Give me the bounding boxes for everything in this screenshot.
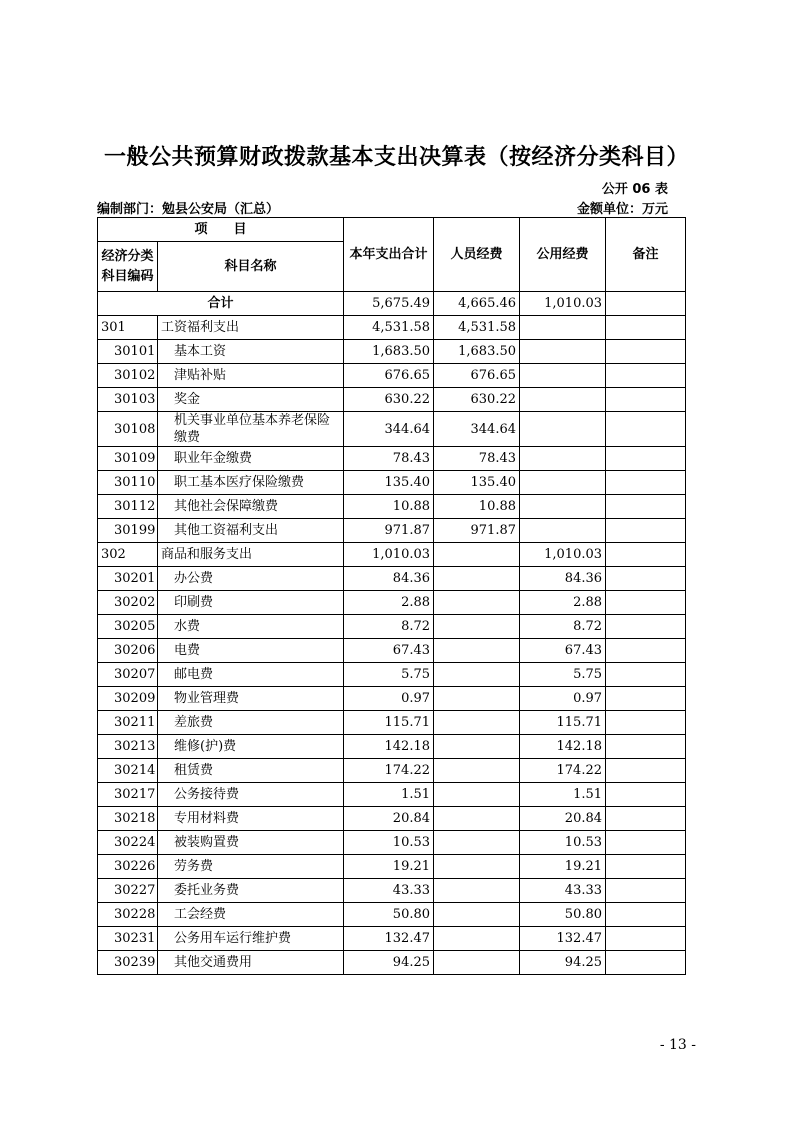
cell-remark: [606, 951, 686, 975]
cell-total: 1,010.03: [344, 543, 434, 567]
cell-personnel: 10.88: [434, 495, 520, 519]
cell-public: [520, 519, 606, 543]
cell-code: 30102: [98, 364, 158, 388]
cell-name: 基本工资: [158, 340, 344, 364]
cell-personnel: 971.87: [434, 519, 520, 543]
cell-remark: [606, 567, 686, 591]
cell-code: 30231: [98, 927, 158, 951]
total-public: 1,010.03: [520, 292, 606, 316]
cell-remark: [606, 903, 686, 927]
cell-total: 20.84: [344, 807, 434, 831]
form-number: 公开 06 表: [601, 182, 668, 197]
cell-total: 676.65: [344, 364, 434, 388]
table-row: [98, 639, 686, 663]
cell-public: 142.18: [520, 735, 606, 759]
cell-code: 301: [98, 316, 158, 340]
cell-remark: [606, 543, 686, 567]
cell-code: 30207: [98, 663, 158, 687]
page-number: - 13 -: [659, 1037, 696, 1053]
cell-remark: [606, 711, 686, 735]
cell-remark: [606, 615, 686, 639]
cell-remark: [606, 927, 686, 951]
cell-public: 5.75: [520, 663, 606, 687]
cell-name: 工资福利支出: [158, 316, 344, 340]
table-row: [98, 855, 686, 879]
cell-total: 971.87: [344, 519, 434, 543]
cell-total: 344.64: [344, 412, 434, 447]
cell-personnel: [434, 783, 520, 807]
cell-remark: [606, 759, 686, 783]
cell-total: 78.43: [344, 447, 434, 471]
header-code: 经济分类科目编码: [98, 242, 158, 292]
cell-remark: [606, 495, 686, 519]
cell-personnel: [434, 903, 520, 927]
cell-name: 其他交通费用: [158, 951, 344, 975]
table-row: [98, 543, 686, 567]
cell-total: 4,531.58: [344, 316, 434, 340]
cell-personnel: 630.22: [434, 388, 520, 412]
cell-total: 10.88: [344, 495, 434, 519]
cell-remark: [606, 879, 686, 903]
cell-personnel: [434, 567, 520, 591]
cell-personnel: [434, 831, 520, 855]
cell-public: 67.43: [520, 639, 606, 663]
cell-personnel: [434, 951, 520, 975]
cell-code: 30227: [98, 879, 158, 903]
cell-personnel: [434, 543, 520, 567]
cell-remark: [606, 687, 686, 711]
total-personnel: 4,665.46: [434, 292, 520, 316]
cell-personnel: [434, 615, 520, 639]
table-row: [98, 615, 686, 639]
table-row: [98, 471, 686, 495]
cell-total: 115.71: [344, 711, 434, 735]
table-row: [98, 831, 686, 855]
cell-code: 30228: [98, 903, 158, 927]
total-amount: 5,675.49: [344, 292, 434, 316]
cell-public: 132.47: [520, 927, 606, 951]
cell-total: 135.40: [344, 471, 434, 495]
cell-public: [520, 388, 606, 412]
cell-personnel: [434, 591, 520, 615]
table-row: [98, 927, 686, 951]
cell-remark: [606, 316, 686, 340]
cell-public: 1.51: [520, 783, 606, 807]
table-row: [98, 783, 686, 807]
table-row: [98, 388, 686, 412]
cell-name: 公务用车运行维护费: [158, 927, 344, 951]
cell-total: 2.88: [344, 591, 434, 615]
cell-personnel: [434, 663, 520, 687]
cell-name: 津贴补贴: [158, 364, 344, 388]
cell-public: 84.36: [520, 567, 606, 591]
cell-name: 印刷费: [158, 591, 344, 615]
cell-total: 630.22: [344, 388, 434, 412]
cell-public: 10.53: [520, 831, 606, 855]
cell-total: 84.36: [344, 567, 434, 591]
cell-name: 租赁费: [158, 759, 344, 783]
cell-remark: [606, 412, 686, 447]
cell-name: 工会经费: [158, 903, 344, 927]
cell-public: 20.84: [520, 807, 606, 831]
cell-name: 办公费: [158, 567, 344, 591]
cell-code: 30199: [98, 519, 158, 543]
cell-remark: [606, 471, 686, 495]
cell-name: 邮电费: [158, 663, 344, 687]
header-total: 本年支出合计: [344, 218, 434, 292]
table-row: [98, 495, 686, 519]
cell-remark: [606, 388, 686, 412]
cell-total: 43.33: [344, 879, 434, 903]
cell-code: 30211: [98, 711, 158, 735]
cell-code: 302: [98, 543, 158, 567]
cell-public: 19.21: [520, 855, 606, 879]
cell-public: 8.72: [520, 615, 606, 639]
cell-name: 物业管理费: [158, 687, 344, 711]
cell-code: 30109: [98, 447, 158, 471]
cell-remark: [606, 639, 686, 663]
cell-name: 差旅费: [158, 711, 344, 735]
cell-name: 奖金: [158, 388, 344, 412]
cell-total: 94.25: [344, 951, 434, 975]
cell-code: 30239: [98, 951, 158, 975]
table-row: [98, 591, 686, 615]
cell-remark: [606, 591, 686, 615]
cell-code: 30217: [98, 783, 158, 807]
cell-personnel: [434, 711, 520, 735]
cell-total: 1.51: [344, 783, 434, 807]
budget-table: [97, 217, 686, 975]
cell-code: 30206: [98, 639, 158, 663]
cell-personnel: [434, 927, 520, 951]
cell-total: 0.97: [344, 687, 434, 711]
table-row: [98, 903, 686, 927]
cell-remark: [606, 519, 686, 543]
cell-name: 维修(护)费: [158, 735, 344, 759]
cell-personnel: 344.64: [434, 412, 520, 447]
cell-code: 30218: [98, 807, 158, 831]
cell-remark: [606, 340, 686, 364]
cell-public: 94.25: [520, 951, 606, 975]
header-public: 公用经费: [520, 218, 606, 292]
cell-personnel: [434, 735, 520, 759]
table-row: [98, 879, 686, 903]
cell-name: 被装购置费: [158, 831, 344, 855]
cell-name: 商品和服务支出: [158, 543, 344, 567]
cell-total: 142.18: [344, 735, 434, 759]
cell-total: 67.43: [344, 639, 434, 663]
cell-name: 委托业务费: [158, 879, 344, 903]
cell-code: 30101: [98, 340, 158, 364]
page-title: 一般公共预算财政拨款基本支出决算表（按经济分类科目）: [103, 145, 689, 170]
cell-name: 公务接待费: [158, 783, 344, 807]
cell-code: 30112: [98, 495, 158, 519]
cell-name: 水费: [158, 615, 344, 639]
cell-code: 30213: [98, 735, 158, 759]
table-row: [98, 711, 686, 735]
cell-personnel: 4,531.58: [434, 316, 520, 340]
cell-code: 30108: [98, 412, 158, 447]
cell-personnel: 676.65: [434, 364, 520, 388]
cell-total: 8.72: [344, 615, 434, 639]
header-personnel: 人员经费: [434, 218, 520, 292]
cell-personnel: [434, 759, 520, 783]
cell-personnel: [434, 807, 520, 831]
cell-code: 30224: [98, 831, 158, 855]
header-remark: 备注: [606, 218, 686, 292]
cell-remark: [606, 735, 686, 759]
cell-personnel: 135.40: [434, 471, 520, 495]
cell-public: [520, 340, 606, 364]
cell-public: [520, 495, 606, 519]
cell-remark: [606, 663, 686, 687]
table-row: [98, 316, 686, 340]
cell-code: 30103: [98, 388, 158, 412]
cell-public: [520, 471, 606, 495]
cell-remark: [606, 831, 686, 855]
cell-personnel: [434, 855, 520, 879]
cell-remark: [606, 855, 686, 879]
cell-public: 0.97: [520, 687, 606, 711]
cell-personnel: 78.43: [434, 447, 520, 471]
cell-code: 30214: [98, 759, 158, 783]
cell-total: 1,683.50: [344, 340, 434, 364]
cell-remark: [606, 447, 686, 471]
cell-public: 1,010.03: [520, 543, 606, 567]
total-row: [98, 292, 686, 316]
cell-code: 30205: [98, 615, 158, 639]
cell-remark: [606, 364, 686, 388]
total-remark: [606, 292, 686, 316]
cell-public: 174.22: [520, 759, 606, 783]
table-row: [98, 519, 686, 543]
table-row: [98, 340, 686, 364]
unit-label: 金额单位：万元: [576, 202, 668, 217]
table-row: [98, 807, 686, 831]
cell-public: 115.71: [520, 711, 606, 735]
table-row: [98, 447, 686, 471]
cell-total: 19.21: [344, 855, 434, 879]
cell-total: 50.80: [344, 903, 434, 927]
cell-personnel: 1,683.50: [434, 340, 520, 364]
cell-name: 电费: [158, 639, 344, 663]
table-row: [98, 735, 686, 759]
table-row: [98, 663, 686, 687]
cell-code: 30201: [98, 567, 158, 591]
table-row: [98, 364, 686, 388]
header-name: 科目名称: [158, 242, 344, 292]
cell-public: [520, 316, 606, 340]
cell-code: 30209: [98, 687, 158, 711]
total-label: 合计: [98, 292, 344, 316]
cell-personnel: [434, 879, 520, 903]
cell-total: 132.47: [344, 927, 434, 951]
cell-code: 30202: [98, 591, 158, 615]
table-row: [98, 412, 686, 447]
cell-total: 10.53: [344, 831, 434, 855]
department-label: 编制部门：勉县公安局（汇总）: [97, 202, 280, 217]
cell-total: 174.22: [344, 759, 434, 783]
cell-public: 50.80: [520, 903, 606, 927]
cell-name: 其他社会保障缴费: [158, 495, 344, 519]
table-row: [98, 951, 686, 975]
cell-name: 机关事业单位基本养老保险缴费: [158, 412, 344, 447]
cell-code: 30110: [98, 471, 158, 495]
cell-name: 职业年金缴费: [158, 447, 344, 471]
cell-public: 2.88: [520, 591, 606, 615]
cell-public: 43.33: [520, 879, 606, 903]
cell-name: 专用材料费: [158, 807, 344, 831]
cell-personnel: [434, 687, 520, 711]
table-row: [98, 759, 686, 783]
table-row: [98, 687, 686, 711]
cell-public: [520, 447, 606, 471]
cell-name: 劳务费: [158, 855, 344, 879]
cell-public: [520, 364, 606, 388]
cell-total: 5.75: [344, 663, 434, 687]
cell-personnel: [434, 639, 520, 663]
header-item: 项 目: [98, 218, 344, 242]
cell-code: 30226: [98, 855, 158, 879]
cell-remark: [606, 783, 686, 807]
cell-remark: [606, 807, 686, 831]
cell-public: [520, 412, 606, 447]
table-row: [98, 567, 686, 591]
cell-name: 职工基本医疗保险缴费: [158, 471, 344, 495]
cell-name: 其他工资福利支出: [158, 519, 344, 543]
